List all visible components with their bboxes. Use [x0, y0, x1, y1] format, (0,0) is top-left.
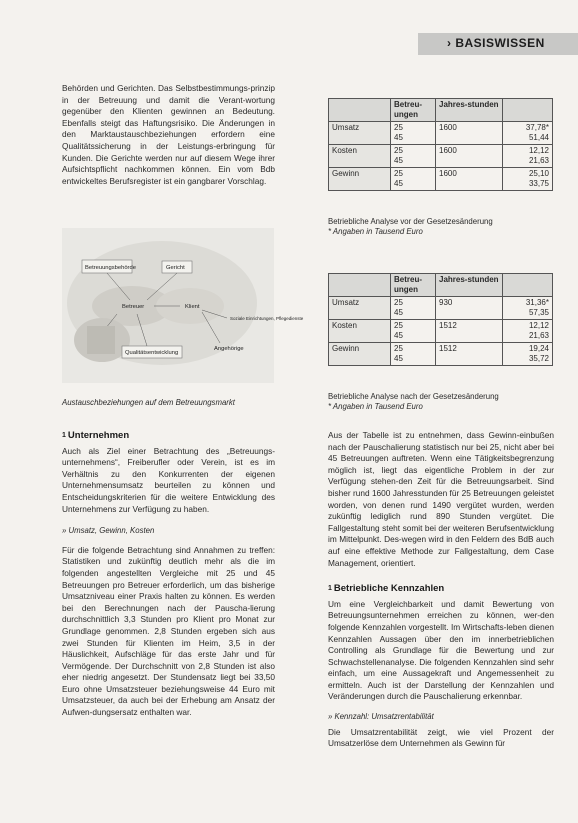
table-header: [503, 99, 553, 122]
table-row: [329, 297, 553, 320]
kennzahlen-paragraph: Um eine Vergleichbarkeit und damit Bewertung von Betreuungsunternehmen erreichen zu können, wer-den folgende Kennzahlen vorgestellt. Im Wirtschafts-leben dienen Kennzahlen Aussagen über den im innerbetrieblichen Controlling als Grundlage für die Bewertung und zur Schwachstellenanalyse. Die folgenden Kennzahlen sind sehr einfach, um eine Aussagekraft und Angemessenheit zu ermitteln. Auch ist der Darstellung der Kennzahlen und Veränderungen durch die Pauschalierung erkennbar.: [328, 598, 554, 702]
left-intro-paragraph: [62, 83, 275, 187]
section-heading-kennzahlen: [328, 583, 554, 595]
node-angehoerige: Angehörige: [214, 346, 244, 352]
node-betreuer: Betreuer: [122, 304, 145, 310]
cell-stunden: 1600: [436, 145, 503, 168]
row-label: Umsatz: [329, 122, 391, 145]
cell-value: 25,10 33,75: [503, 168, 553, 191]
cell-betreuungen: 25 45: [391, 168, 436, 191]
node-gericht: Gericht: [166, 265, 185, 271]
cell-stunden: 1512: [436, 343, 503, 366]
table-header: [329, 99, 391, 122]
left-section-unternehmen: [62, 430, 275, 719]
node-klient: Klient: [185, 304, 200, 310]
cell-betreuungen: 25 45: [391, 122, 436, 145]
table-header: Betreu-ungen: [391, 274, 436, 297]
table1-caption: Betriebliche Analyse vor der Gesetzesänderung: [328, 217, 493, 226]
diagram-svg: [62, 228, 304, 383]
table-header-row: [329, 99, 553, 122]
row-label: Kosten: [329, 320, 391, 343]
kennzahlen-paragraph-2: Die Umsatzrentabilität zeigt, wie viel Prozent der Umsatzerlöse dem Unternehmen als Gewinn für: [328, 726, 554, 749]
unternehmen-note: » Umsatz, Gewinn, Kosten: [62, 526, 155, 536]
cell-stunden: 1600: [436, 122, 503, 145]
table-row: [329, 168, 553, 191]
unternehmen-paragraph: Auch als Ziel einer Betrachtung des „Betreuungs-unternehmens“, Freiberufler oder Verein, ist es im Verhältnis zu den Konkurrenten der eigenen Unternehmensumsatz beurteilen zu können und Entscheidungskriterien für die weitere Entwicklung des Unternehmens zur Verfügung zu haben.: [62, 445, 275, 514]
analysis-table-after: [328, 273, 553, 366]
heading-number: 1: [62, 432, 66, 439]
table-header: Betreu-ungen: [391, 99, 436, 122]
table2-caption: Betriebliche Analyse nach der Gesetzesänderung: [328, 392, 499, 401]
heading-number: 1: [328, 585, 332, 593]
cell-betreuungen: 25 45: [391, 297, 436, 320]
cell-stunden: 1512: [436, 320, 503, 343]
table-header-row: [329, 274, 553, 297]
row-label: Gewinn: [329, 168, 391, 191]
row-label: Kosten: [329, 145, 391, 168]
cell-value: 12,12 21,63: [503, 145, 553, 168]
row-label: Gewinn: [329, 343, 391, 366]
table2-caption-block: [328, 392, 499, 412]
cell-stunden: 930: [436, 297, 503, 320]
exchange-diagram: [62, 228, 304, 383]
table-header: Jahres-stunden: [436, 274, 503, 297]
cell-stunden: 1600: [436, 168, 503, 191]
cell-value: 37,78* 51,44: [503, 122, 553, 145]
unternehmen-paragraph-2: Für die folgende Betrachtung sind Annahmen zu treffen: Statistiken und zukünftig deutlich mehr als die im folgenden angestellten Vergleiche mit 25 und 45 Betreuungen pro Betreuer erforderlich, um das bisherige Umsatzniveau einer Praxis halten zu können. Es werden bei den Berechnungen nach der Pauscha-lierung durchschnittlich 3,3 Stunden pro Klient pro Monat zur Grundlage genommen. 2,8 Stunden ergeben sich aus zwei Stunden für Klienten im Heim, 3,5 in der Häuslichkeit, Aufschläge für das erste Jahr und für Vermögende. Der Durchschnitt von 2,8 Stunden ist also eher niedrig angesetzt. Der Stundensatz liegt bei 33,50 Euro ohne Umsatzsteuer beziehungsweise 44 Euro mit Umsatzsteuer, da auch bei der Erhebung am Ansatz der Aufwen-dungsersatz enthalten war.: [62, 544, 275, 718]
section-heading-unternehmen: [62, 430, 275, 442]
table1-note: * Angaben in Tausend Euro: [328, 227, 423, 236]
cell-value: 12,12 21,63: [503, 320, 553, 343]
right-body: [328, 430, 554, 750]
table-header: [503, 274, 553, 297]
table2-note: * Angaben in Tausend Euro: [328, 402, 423, 411]
cell-betreuungen: 25 45: [391, 145, 436, 168]
kennzahlen-note: » Kennzahl: Umsatzrentabilität: [328, 712, 434, 722]
cell-value: 19,24 35,72: [503, 343, 553, 366]
analysis-table-before: [328, 98, 553, 191]
table-row: [329, 343, 553, 366]
node-behoerde: Betreuungsbehörde: [85, 265, 136, 271]
heading-title: Unternehmen: [67, 430, 130, 441]
table1-caption-block: [328, 217, 493, 237]
diagram-photo-block: [87, 326, 115, 354]
table-header: Jahres-stunden: [436, 99, 503, 122]
table-row: [329, 320, 553, 343]
cell-betreuungen: 25 45: [391, 343, 436, 366]
intro-text: Behörden und Gerichten. Das Selbstbestimmungs-prinzip in der Betreuung und damit die Verant-wortung gegenüber den Klienten gewinnen an Bedeutung. Ebenfalls steigt das Haftungsrisiko. Die Änderungen in den Marktaustauschbeziehungen erfordern eine Qualitätssicherung in der Leistungs-erbringung für Kunden. Die Gerichte werden nur auf diesem Wege ihrer Aufsichtspflicht nachkommen können. Ein vom Bdb entwickeltes Berufsregister ist ein gangbarer Vorschlag.: [62, 83, 275, 186]
cell-value: 31,36* 57,35: [503, 297, 553, 320]
node-quali: Qualitätsentwicklung: [125, 350, 179, 356]
row-label: Umsatz: [329, 297, 391, 320]
table-row: [329, 145, 553, 168]
heading-title: Betriebliche Kennzahlen: [333, 583, 445, 595]
table-analysis-paragraph: Aus der Tabelle ist zu entnehmen, dass Gewinn-einbußen nach der Pauschalierung statistisch nur bei 25, nicht aber bei 45 Betreuungen auftreten. Wenn eine Tätigkeitsbegrenzung möglich ist, liegt das eigentliche Problem in der zur Verfügung stehen-den Zeit für die Betreuungsarbeit. Sind bisher rund 1600 Jahresstunden für 25 Betreuungen geleistet worden, von denen rund 1490 vergütet wurden, werden zukünftig lediglich rund 890 Stunden vergütet. Die Fallgestaltung steht somit bei der weiteren Berufsentwicklung im Mittelpunkt. Des-wegen wird in den Feldern des BdB auch auf eine effektive Methode zur Fallgestaltung, dem Case Management, orientiert.: [328, 430, 554, 568]
table-header: [329, 274, 391, 297]
node-soziale: Soziale Einrichtungen, Pflegedienste: [230, 316, 304, 321]
table-row: [329, 122, 553, 145]
section-header: › BASISWISSEN: [447, 36, 545, 50]
cell-betreuungen: 25 45: [391, 320, 436, 343]
diagram-caption: Austauschbeziehungen auf dem Betreuungsmarkt: [62, 398, 235, 407]
